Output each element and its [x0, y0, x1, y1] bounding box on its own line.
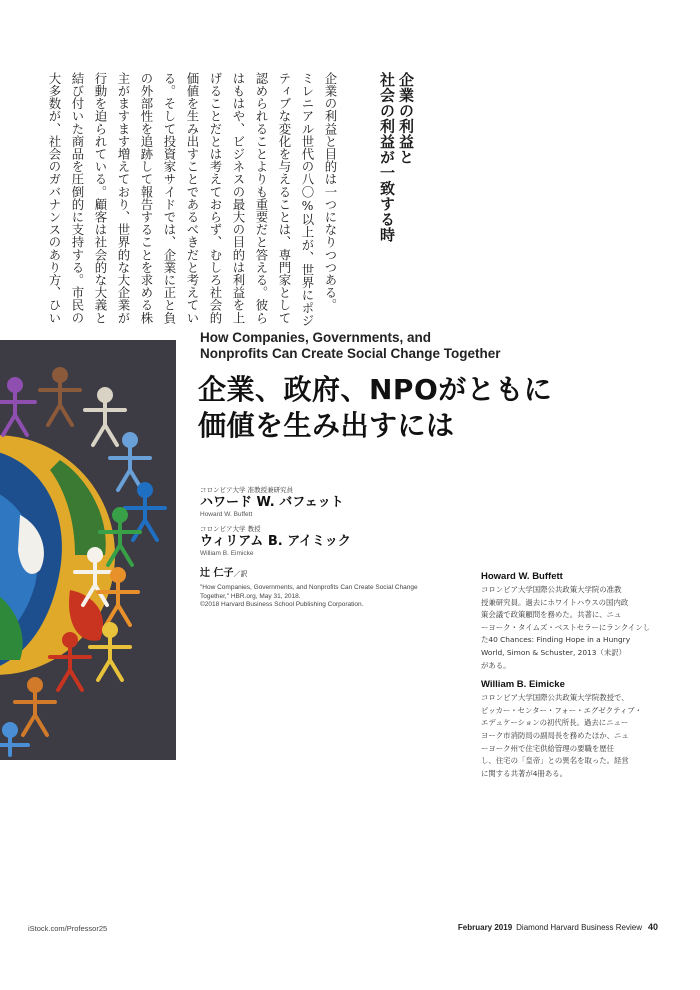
intro-heading	[377, 72, 415, 262]
bio-line: た40 Chances: Finding Hope in a Hungry	[481, 635, 631, 645]
source-line: Together," HBR.org, May 31, 2018.	[200, 592, 301, 600]
bio-line: がある。	[481, 660, 511, 670]
intro-line: 企業の利益と目的は一つになりつつある。	[323, 72, 338, 312]
intro-line: げることだとは考えておらず、むしろ社会的	[208, 72, 223, 324]
author-name: ウィリアム B. アイミック	[200, 534, 351, 549]
intro-line: ミレニアル世代の八〇%以上が、世界にポジ	[300, 72, 315, 327]
intro-heading-line: 企業の利益と	[397, 72, 415, 165]
bio-name: William B. Eimicke	[481, 679, 565, 691]
bio-line: World, Simon & Schuster, 2013（未訳）	[481, 647, 627, 657]
english-title-line: Nonprofits Can Create Social Change Together	[200, 346, 501, 361]
bio-line: ーヨーク・タイムズ・ベストセラーにランクインし	[481, 622, 651, 632]
author-name-en: Howard W. Buffett	[200, 511, 253, 518]
bio-text	[481, 584, 657, 672]
author-name-en: William B. Eimicke	[200, 550, 254, 557]
intro-line: 価値を生み出すことであるべきだと考えてい	[185, 72, 200, 324]
page-number: 40	[647, 922, 658, 932]
bio-line: コロンビア大学国際公共政策大学院教授で、	[481, 693, 629, 703]
bio-line: に関する共著が4冊ある。	[481, 768, 568, 778]
page-footer	[458, 922, 658, 932]
intro-heading-line: 社会の利益が一致する時	[378, 72, 396, 243]
japanese-title	[198, 372, 552, 444]
author-affiliation: コロンビア大学 教授	[200, 525, 261, 533]
author-bios	[481, 570, 657, 786]
issue-date: February 2019	[457, 923, 513, 932]
intro-line: 主がますます増えており、世界的な大企業が	[116, 72, 131, 324]
author-block	[200, 486, 440, 610]
translator-role: ／訳	[233, 570, 248, 578]
globe-drawing	[0, 340, 176, 760]
author-name: ハワード W. バフェット	[200, 495, 344, 510]
bio-line: エデュケーションの初代所長。過去にニュー	[481, 718, 629, 728]
image-credit: iStock.com/Professor25	[28, 924, 108, 933]
translator-credit	[200, 564, 440, 579]
magazine-name: Diamond Harvard Business Review	[516, 923, 642, 932]
intro-line: る。そして投資家サイドでは、企業に正と負	[162, 72, 177, 324]
bio-line: し、住宅の「皇帝」との異名を取った。経営	[481, 756, 629, 766]
english-title	[200, 330, 501, 362]
intro-line: ティブな変化を与えることは、専門家として	[277, 72, 292, 324]
japanese-title-line: 企業、政府、NPOがともに	[198, 373, 553, 406]
bio-line: コロンビア大学国際公共政策大学院の准教	[481, 585, 622, 594]
translator-name: 辻 仁子	[200, 568, 234, 579]
bio-line: ピッカー・センター・フォー・エグゼクティブ・	[481, 705, 643, 715]
intro-line: 行動を迫られている。顧客は社会的な大義と	[93, 72, 108, 324]
bio-line: ヨーク市消防局の副局長を務めたほか、ニュ	[481, 730, 629, 740]
source-line: "How Companies, Governments, and Nonprofits Can Create Social Change	[200, 584, 418, 591]
intro-line: 認められることよりも重要だと答える。彼ら	[254, 72, 269, 324]
source-note	[200, 584, 440, 610]
globe-people-illustration	[0, 340, 176, 760]
bio-line: 授兼研究員。過去にホワイトハウスの国内政	[481, 597, 629, 607]
bio-line: 策会議で政策顧問を務めた。共著に、ニュ	[481, 610, 622, 620]
intro-line: 大多数が、社会のガバナンスのあり方、ひい	[47, 72, 62, 324]
author-affiliation: コロンビア大学 准教授兼研究員	[200, 486, 294, 494]
source-line: ©2018 Harvard Business School Publishing Corporation.	[200, 601, 364, 608]
bio-line: ーヨーク州で住宅供給管理の要職を歴任	[481, 743, 615, 753]
bio-name: Howard W. Buffett	[481, 571, 563, 582]
japanese-title-line: 価値を生み出すには	[198, 409, 455, 442]
intro-line: 結び付いた商品を圧倒的に支持する。市民の	[70, 72, 85, 324]
intro-line: の外部性を追跡して報告することを求める株	[139, 72, 154, 324]
english-title-line: How Companies, Governments, and	[200, 330, 432, 345]
bio-text	[481, 692, 657, 780]
intro-line: はもはや、ビジネスの最大の目的は利益を上	[231, 72, 246, 324]
intro-body	[43, 72, 342, 327]
